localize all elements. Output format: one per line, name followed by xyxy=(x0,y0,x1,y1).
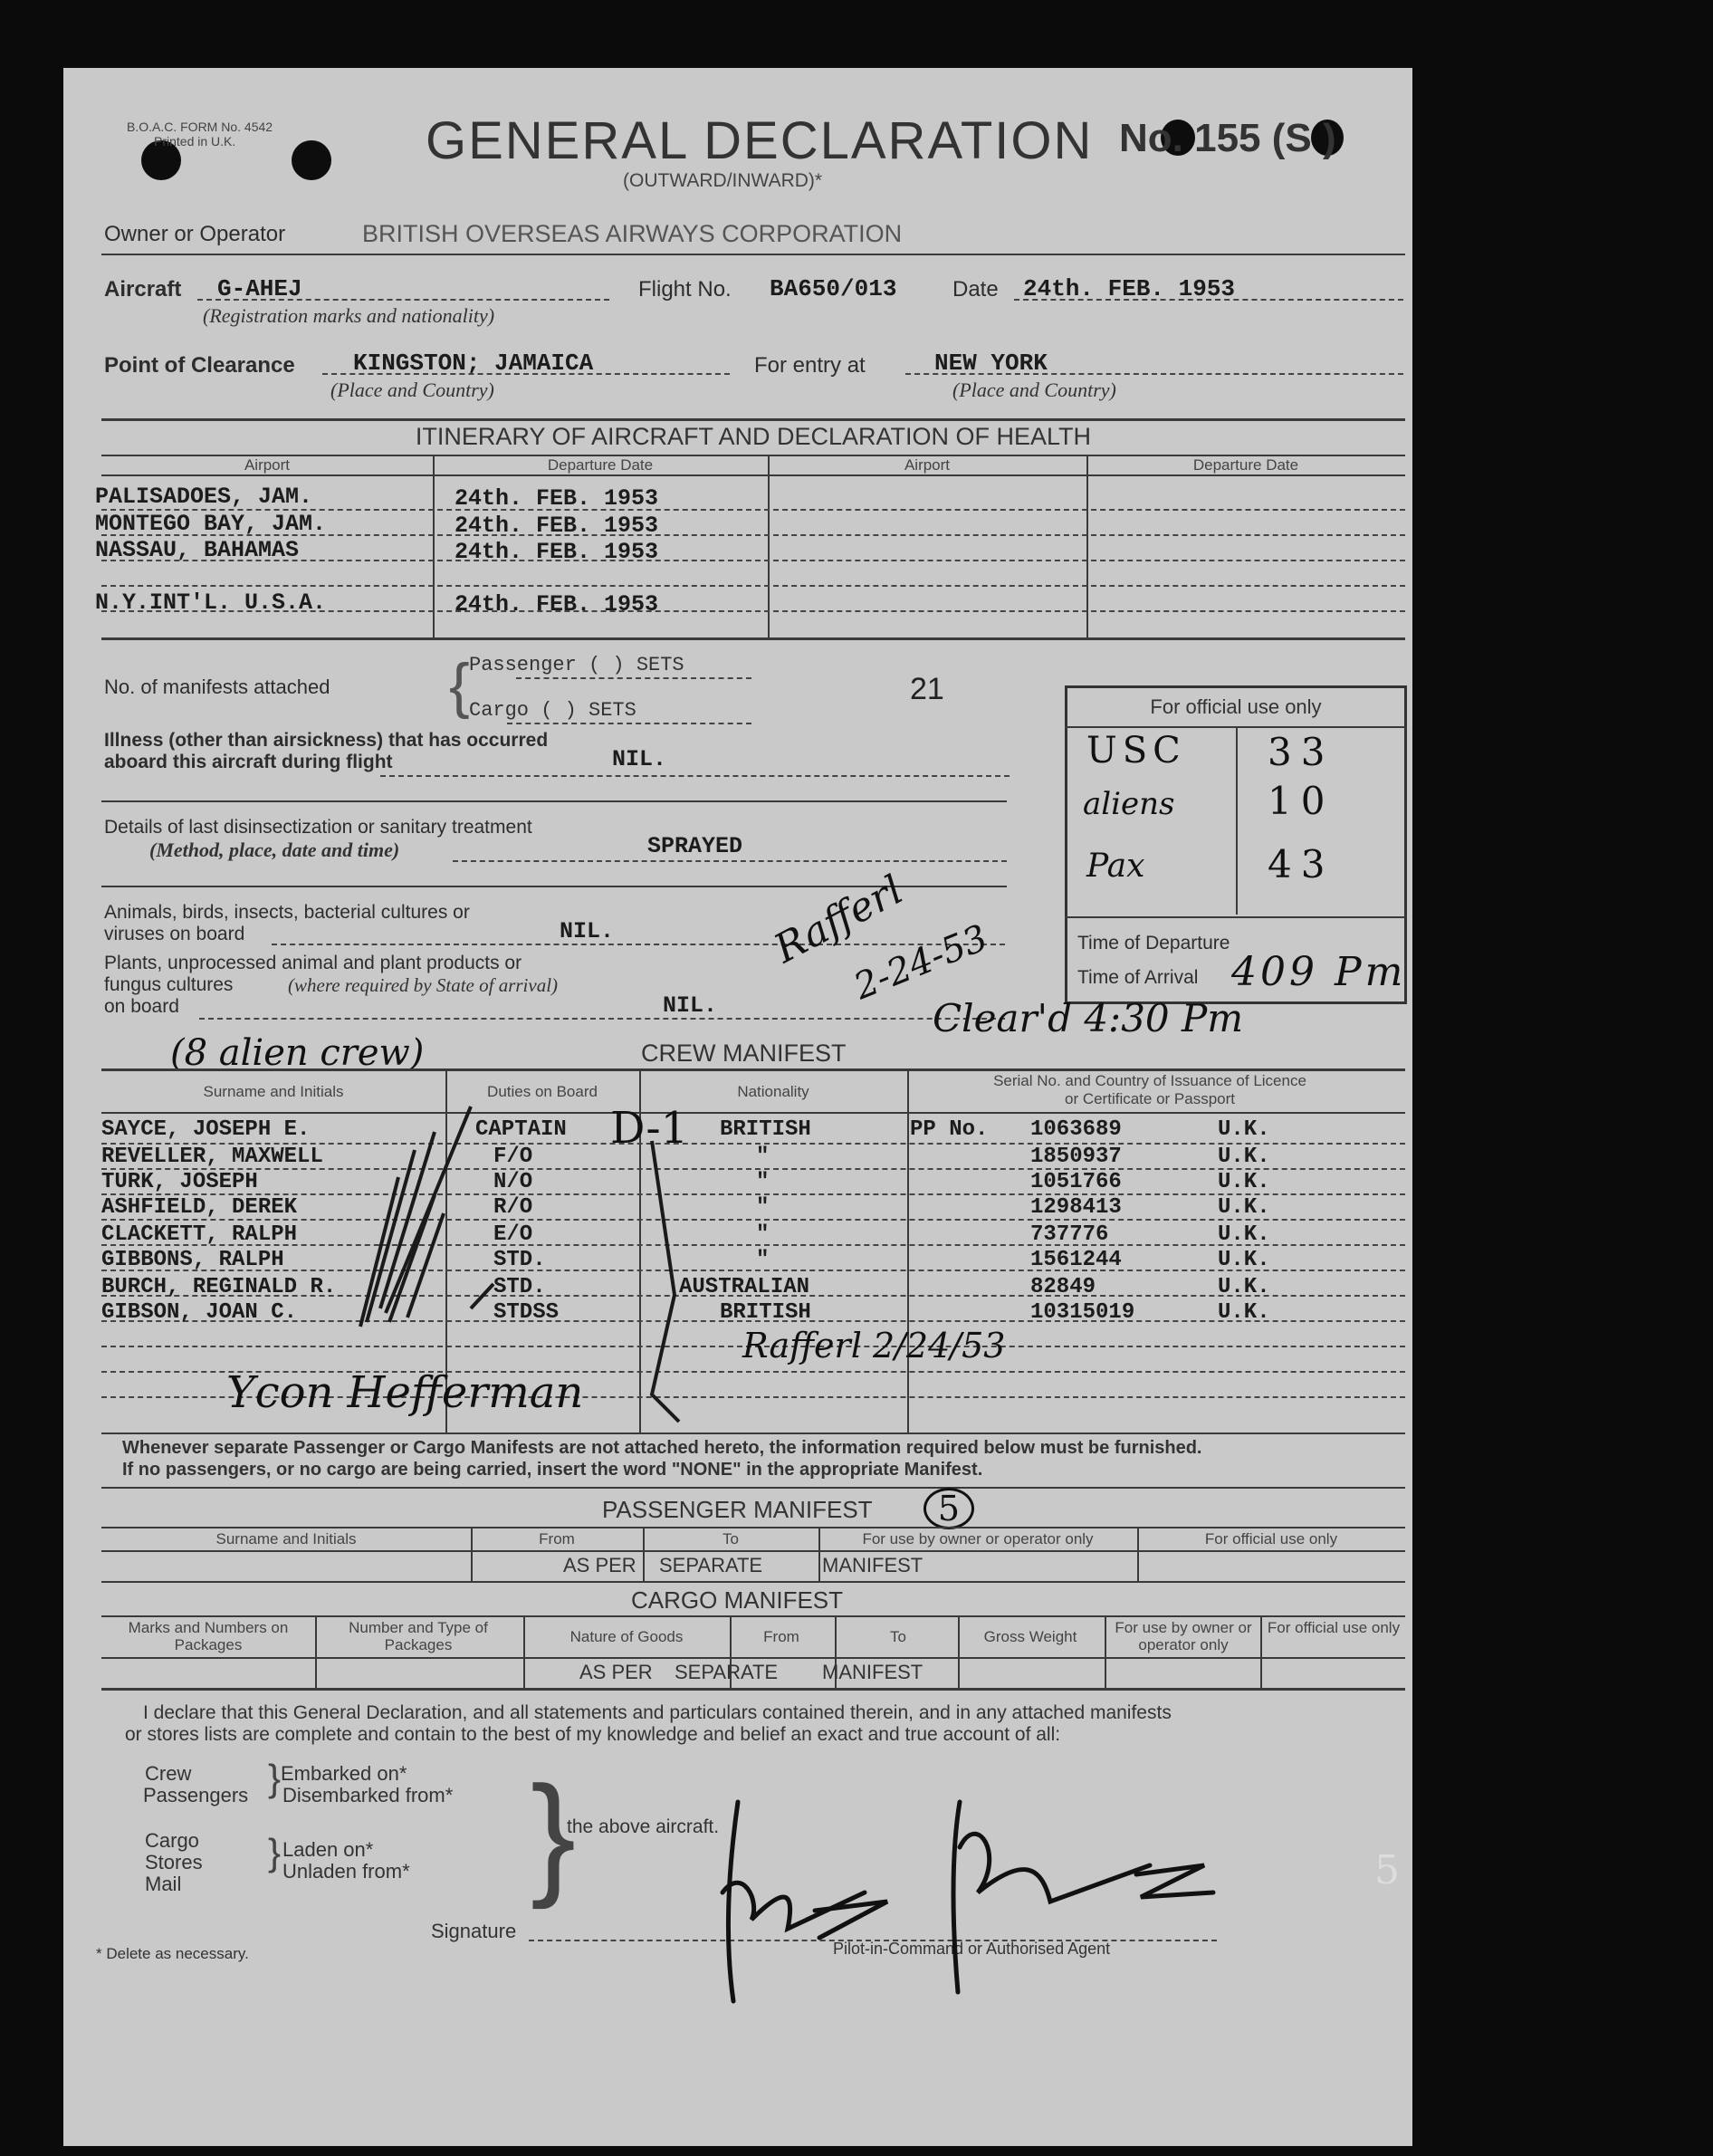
form-subtitle: (OUTWARD/INWARD)* xyxy=(623,170,823,191)
crew-row-3-nationality: " xyxy=(756,1170,770,1194)
plants-note: (where required by State of arrival) xyxy=(288,974,559,996)
crew-row-6-duty: STD. xyxy=(493,1248,546,1272)
crew-row-2-duty: F/O xyxy=(493,1145,533,1169)
initials-rafferl: Rafferl xyxy=(766,867,911,973)
crew-initials: Rafferl 2/24/53 xyxy=(742,1326,1006,1365)
official-pax-value: 43 xyxy=(1268,842,1335,886)
cargo-header-number: Number and Type of Packages xyxy=(349,1619,488,1653)
crew-row-4-duty: R/O xyxy=(493,1195,533,1220)
crew-header-nationality: Nationality xyxy=(737,1083,809,1100)
cargo-header-owner: For use by owner or operator only xyxy=(1115,1619,1252,1653)
date-label: Date xyxy=(952,277,999,302)
decl-mail: Mail xyxy=(145,1873,182,1895)
illness-value: NIL. xyxy=(612,746,667,772)
cargo-header-from: From xyxy=(763,1628,799,1645)
plants-value: NIL. xyxy=(663,992,718,1019)
crew-row-6-name: GIBBONS, RALPH xyxy=(101,1248,284,1272)
entry-value: NEW YORK xyxy=(934,350,1048,377)
decl-unladen: Unladen from* xyxy=(282,1860,410,1883)
delete-note: * Delete as necessary. xyxy=(96,1945,249,1962)
crew-row-3-country: U.K. xyxy=(1218,1170,1270,1194)
itin-row-4-airport: N.Y.INT'L. U.S.A. xyxy=(95,589,327,616)
animals-label-1: Animals, birds, insects, bacterial cultures or xyxy=(104,902,470,923)
official-usc-value: 33 xyxy=(1268,730,1335,774)
clearance-value: KINGSTON; JAMAICA xyxy=(353,350,594,377)
crew-signature: Ycon Hefferman xyxy=(226,1367,584,1418)
crew-row-2-name: REVELLER, MAXWELL xyxy=(101,1145,323,1169)
crew-row-1-country: U.K. xyxy=(1218,1117,1270,1142)
crew-row-6-serial: 1561244 xyxy=(1030,1248,1122,1272)
aircraft-note: (Registration marks and nationality) xyxy=(203,304,495,327)
cargo-header-weight: Gross Weight xyxy=(983,1628,1077,1645)
crew-header-serial: Serial No. and Country of Issuance of Licence or Certificate or Passport xyxy=(993,1072,1306,1107)
itin-row-1-date: 24th. FEB. 1953 xyxy=(455,485,659,512)
crew-row-5-serial: 737776 xyxy=(1030,1222,1109,1247)
crew-row-3-duty: N/O xyxy=(493,1170,533,1194)
pax-row-from: AS PER xyxy=(563,1554,636,1576)
itin-row-4-date: 24th. FEB. 1953 xyxy=(455,591,659,618)
pax-row-owner: MANIFEST xyxy=(822,1554,923,1576)
crew-row-7-duty: STD. xyxy=(493,1275,546,1299)
initials-date: 2-24-53 xyxy=(848,916,994,1009)
official-aliens-value: 10 xyxy=(1268,779,1335,823)
crew-header-name: Surname and Initials xyxy=(203,1083,344,1100)
crew-row-5-nationality: " xyxy=(756,1222,770,1247)
plants-label-2: fungus cultures xyxy=(104,974,234,995)
crew-row-6-nationality: " xyxy=(756,1248,770,1272)
pax-row-to: SEPARATE xyxy=(659,1554,763,1576)
cargo-header-nature: Nature of Goods xyxy=(569,1628,684,1645)
decl-crew: Crew xyxy=(145,1762,192,1785)
crew-title: CREW MANIFEST xyxy=(641,1040,847,1067)
crew-row-7-serial: 82849 xyxy=(1030,1275,1096,1299)
printed-note: Printed in U.K. xyxy=(154,134,236,149)
plants-label-1: Plants, unprocessed animal and plant products or xyxy=(104,953,522,973)
crew-row-8-nationality: BRITISH xyxy=(720,1300,811,1325)
pax-header-from: From xyxy=(539,1530,575,1548)
cargo-row-from: SEPARATE xyxy=(675,1661,779,1683)
decl-embarked: Embarked on* xyxy=(281,1762,407,1785)
entry-label: For entry at xyxy=(754,353,866,378)
crew-row-7-country: U.K. xyxy=(1218,1275,1270,1299)
flight-value: BA650/013 xyxy=(770,275,897,302)
pax-header-name: Surname and Initials xyxy=(215,1530,357,1548)
pax-header-owner: For use by owner or operator only xyxy=(862,1530,1094,1548)
decl-big-brace: } xyxy=(531,1758,577,1910)
crew-alien-note: (8 alien crew) xyxy=(170,1032,425,1074)
cargo-header-official: For official use only xyxy=(1267,1619,1401,1636)
plants-label-3: on board xyxy=(104,996,179,1017)
separate-note-1: Whenever separate Passenger or Cargo Manifests are not attached hereto, the information required below must be furnished. xyxy=(122,1438,1202,1458)
crew-row-7-nationality: AUSTRALIAN xyxy=(679,1275,810,1299)
itin-row-3-date: 24th. FEB. 1953 xyxy=(455,539,659,565)
cargo-manifest-title: CARGO MANIFEST xyxy=(631,1586,844,1614)
itin-header-airport-2: Airport xyxy=(904,456,951,474)
declaration-line-2: or stores lists are complete and contain to the best of my knowledge and belief an exact and true account of all: xyxy=(125,1724,1061,1745)
date-value: 24th. FEB. 1953 xyxy=(1023,275,1236,302)
declaration-number: No. 155 (S ) xyxy=(1119,116,1336,160)
crew-row-3-serial: 1051766 xyxy=(1030,1170,1122,1194)
decl-brace-2: } xyxy=(268,1831,282,1873)
cargo-header-marks: Marks and Numbers on Packages xyxy=(128,1619,289,1653)
duty-annotation: D-1 xyxy=(610,1103,689,1154)
disinsect-label-2: (Method, place, date and time) xyxy=(149,838,400,861)
clearance-label: Point of Clearance xyxy=(104,353,295,378)
itinerary-title: ITINERARY OF AIRCRAFT AND DECLARATION OF HEALTH xyxy=(415,423,1092,450)
entry-note: (Place and Country) xyxy=(952,378,1116,401)
decl-disembarked: Disembarked from* xyxy=(282,1784,454,1806)
disinsect-label-1: Details of last disinsectization or sanitary treatment xyxy=(104,817,532,838)
disinsect-value: SPRAYED xyxy=(647,833,743,859)
crew-row-8-serial: 10315019 xyxy=(1030,1300,1135,1325)
animals-value: NIL. xyxy=(560,918,615,944)
manifests-brace: { xyxy=(449,651,470,720)
crew-row-4-name: ASHFIELD, DEREK xyxy=(101,1195,298,1220)
crew-row-1-nationality: BRITISH xyxy=(720,1117,811,1142)
crew-row-5-country: U.K. xyxy=(1218,1222,1270,1247)
official-title: For official use only xyxy=(1150,695,1322,718)
decl-laden: Laden on* xyxy=(282,1838,374,1861)
clearance-note: (Place and Country) xyxy=(330,378,494,401)
owner-label: Owner or Operator xyxy=(104,222,286,246)
form-number: B.O.A.C. FORM No. 4542 xyxy=(127,120,273,134)
cargo-row-nature: AS PER xyxy=(579,1661,653,1683)
crew-row-1-serial: 1063689 xyxy=(1030,1117,1122,1142)
aircraft-value: G-AHEJ xyxy=(217,275,302,302)
crew-row-8-country: U.K. xyxy=(1218,1300,1270,1325)
crew-row-8-duty: STDSS xyxy=(493,1300,560,1325)
crew-row-4-nationality: " xyxy=(756,1195,770,1220)
separate-note-2: If no passengers, or no cargo are being carried, insert the word "NONE" in the appropriate Manifest. xyxy=(122,1460,983,1480)
aircraft-label: Aircraft xyxy=(104,277,182,302)
pilot-label: Pilot-in-Command or Authorised Agent xyxy=(833,1940,1111,1958)
animals-label-2: viruses on board xyxy=(104,924,245,944)
cleared-note: Clear'd 4:30 Pm xyxy=(933,996,1244,1040)
form-title: GENERAL DECLARATION xyxy=(426,111,1094,170)
itin-header-date: Departure Date xyxy=(547,456,654,474)
crew-row-6-country: U.K. xyxy=(1218,1248,1270,1272)
illness-label-1: Illness (other than airsickness) that has occurred xyxy=(104,730,549,751)
departure-time-label: Time of Departure xyxy=(1077,933,1230,953)
itin-row-1-airport: PALISADOES, JAM. xyxy=(95,484,313,510)
decl-above-aircraft: the above aircraft. xyxy=(567,1816,720,1837)
crew-row-5-name: CLACKETT, RALPH xyxy=(101,1222,298,1247)
signature-label: Signature xyxy=(431,1920,517,1942)
pax-header-to: To xyxy=(723,1530,739,1548)
passenger-manifest-title: PASSENGER MANIFEST xyxy=(602,1496,873,1523)
crew-row-1-name: SAYCE, JOSEPH E. xyxy=(101,1117,311,1142)
official-pax-label: Pax xyxy=(1086,848,1145,885)
crew-row-8-name: GIBSON, JOAN C. xyxy=(101,1300,298,1325)
itin-row-3-airport: NASSAU, BAHAMAS xyxy=(95,537,300,563)
cargo-row-to: MANIFEST xyxy=(822,1661,923,1683)
crew-row-2-nationality: " xyxy=(756,1145,770,1169)
official-usc-label: USC xyxy=(1086,730,1186,771)
crew-row-5-duty: E/O xyxy=(493,1222,533,1247)
itin-header-date-2: Departure Date xyxy=(1192,456,1299,474)
declaration-line-1: I declare that this General Declaration, and all statements and particulars contained therein, and in any attached manifests xyxy=(143,1702,1172,1723)
official-aliens-label: aliens xyxy=(1083,786,1175,822)
owner-value: BRITISH OVERSEAS AIRWAYS CORPORATION xyxy=(362,220,903,247)
itin-row-2-date: 24th. FEB. 1953 xyxy=(455,513,659,539)
crew-row-4-country: U.K. xyxy=(1218,1195,1270,1220)
cargo-header-to: To xyxy=(890,1628,906,1645)
manifests-label: No. of manifests attached xyxy=(104,676,330,698)
crew-header-duties: Duties on Board xyxy=(487,1083,598,1100)
pax-header-official: For official use only xyxy=(1204,1530,1338,1548)
manifests-count: 21 xyxy=(910,672,944,706)
illness-label-2: aboard this aircraft during flight xyxy=(104,752,393,772)
crew-row-4-serial: 1298413 xyxy=(1030,1195,1122,1220)
manifests-passenger: Passenger ( ) SETS xyxy=(469,654,684,676)
decl-passengers: Passengers xyxy=(143,1784,249,1806)
arrival-time-value: 409 Pm xyxy=(1231,949,1407,995)
crew-row-1-duty: CAPTAIN xyxy=(475,1117,567,1142)
decl-stores: Stores xyxy=(145,1851,203,1873)
crew-row-1-pp: PP No. xyxy=(910,1117,989,1142)
decl-brace-1: } xyxy=(268,1757,282,1799)
itin-header-airport: Airport xyxy=(244,456,291,474)
arrival-time-label: Time of Arrival xyxy=(1077,967,1199,988)
passenger-count: 5 xyxy=(923,1488,974,1529)
manifests-cargo: Cargo ( ) SETS xyxy=(469,699,636,722)
itin-row-2-airport: MONTEGO BAY, JAM. xyxy=(95,511,327,537)
crew-row-7-name: BURCH, REGINALD R. xyxy=(101,1275,337,1299)
decl-cargo: Cargo xyxy=(145,1829,199,1852)
crew-row-3-name: TURK, JOSEPH xyxy=(101,1170,258,1194)
crew-row-2-serial: 1850937 xyxy=(1030,1145,1122,1169)
crew-row-2-country: U.K. xyxy=(1218,1145,1270,1169)
flight-label: Flight No. xyxy=(638,277,732,302)
page-mark: 5 xyxy=(1374,1847,1400,1893)
